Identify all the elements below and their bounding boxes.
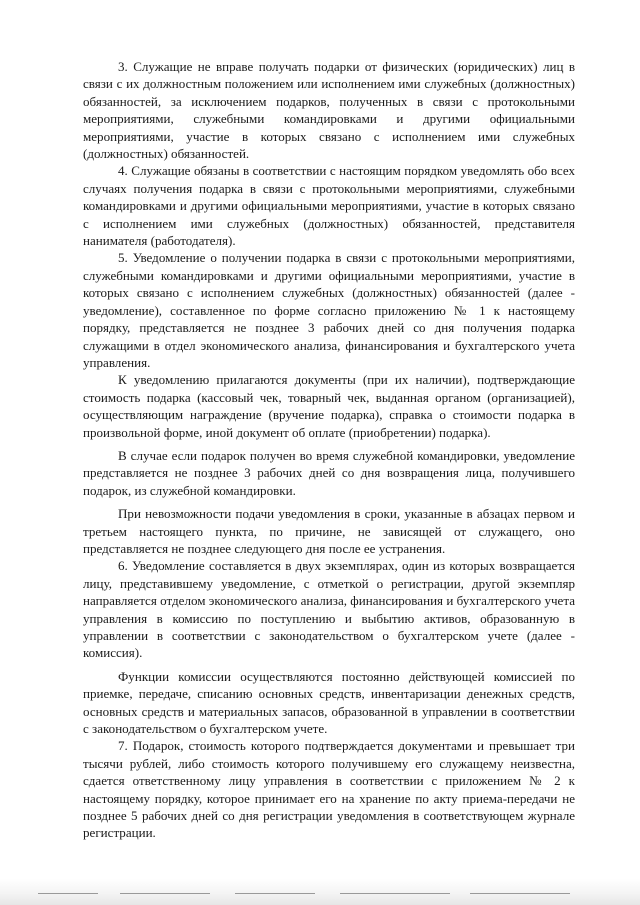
paragraph-5-business-trip: В случае если подарок получен во время служебной командировки, уведомление представляется не позднее 3 рабочих дней со дня возвращения лица, получившего подарок, из служебной командировки. (83, 447, 575, 498)
scan-artifact-line (38, 893, 98, 894)
paragraph-5-attachments: К уведомлению прилагаются документы (при их наличии), подтверждающие стоимость подарка (кассовый чек, товарный чек, выданная органом (организацией), осуществляющим награждение (вручение подарка), справка о стоимости подарка в произвольной форме, иной документ об оплате (приобретении) подарка). (83, 372, 575, 440)
paragraph-5-impossibility: При невозможности подачи уведомления в сроки, указанные в абзацах первом и третьем настоящего пункта, по причине, не зависящей от служащего, оно представляется не позднее следующего дня после ее устранения. (83, 506, 575, 556)
scan-bottom-edge (0, 879, 640, 905)
paragraph-6: 6. Уведомление составляется в двух экземплярах, один из которых возвращается лицу, представившему уведомление, с отметкой о регистрации, другой экземпляр направляется отделом экономического анализа, финансирования и бухгалтерского учета управления в комиссию по поступлению и выбытию активов, образованную в управлении в соответствии с законодательством о бухгалтерском учете (далее - комиссия). (83, 558, 575, 661)
document-page (83, 58, 575, 842)
paragraph-3: 3. Служащие не вправе получать подарки от физических (юридических) лиц в связи с их должностным положением или исполнением ими служебных (должностных) обязанностей, за исключением подарков, полученных в связи с протокольными мероприятиями, служебными командировками и другими официальными мероприятиями, участие в которых связано с исполнением ими служебных (должностных) обязанностей. (83, 59, 575, 162)
scan-artifact-line (470, 893, 570, 894)
paragraph-7: 7. Подарок, стоимость которого подтверждается документами и превышает три тысячи рублей, либо стоимость которого получившему его служащему неизвестна, сдается ответственному лицу управления в соответствии с приложением № 2 к настоящему порядку, которое принимает его на хранение по акту приема-передачи не позднее 5 рабочих дней со дня регистрации уведомления в соответствующем журнале регистрации. (83, 738, 575, 841)
scan-artifact-line (235, 893, 315, 894)
paragraph-5: 5. Уведомление о получении подарка в связи с протокольными мероприятиями, служебными командировками и другими официальными мероприятиями, участие в которых связано с исполнением служебных (должностных) обязанностей (далее - уведомление), составленное по форме согласно приложению № 1 к настоящему порядку, представляется не позднее 3 рабочих дней со дня получения подарка служащими в отдел экономического анализа, финансирования и бухгалтерского учета управления. (83, 250, 575, 370)
paragraph-4: 4. Служащие обязаны в соответствии с настоящим порядком уведомлять обо всех случаях получения подарка в связи с протокольными мероприятиями, служебными командировками и другими официальными мероприятиями, участие в которых связано с исполнением ими служебных (должностных) обязанностей, представителя нанимателя (работодателя). (83, 163, 575, 249)
scan-artifact-line (340, 893, 450, 894)
scan-artifact-line (120, 893, 210, 894)
paragraph-6-commission-functions: Функции комиссии осуществляются постоянно действующей комиссией по приемке, передаче, списанию основных средств, инвентаризации денежных средств, основных средств и материальных запасов, образованной в управлении в соответствии с законодательством о бухгалтерском учете. (83, 668, 575, 737)
